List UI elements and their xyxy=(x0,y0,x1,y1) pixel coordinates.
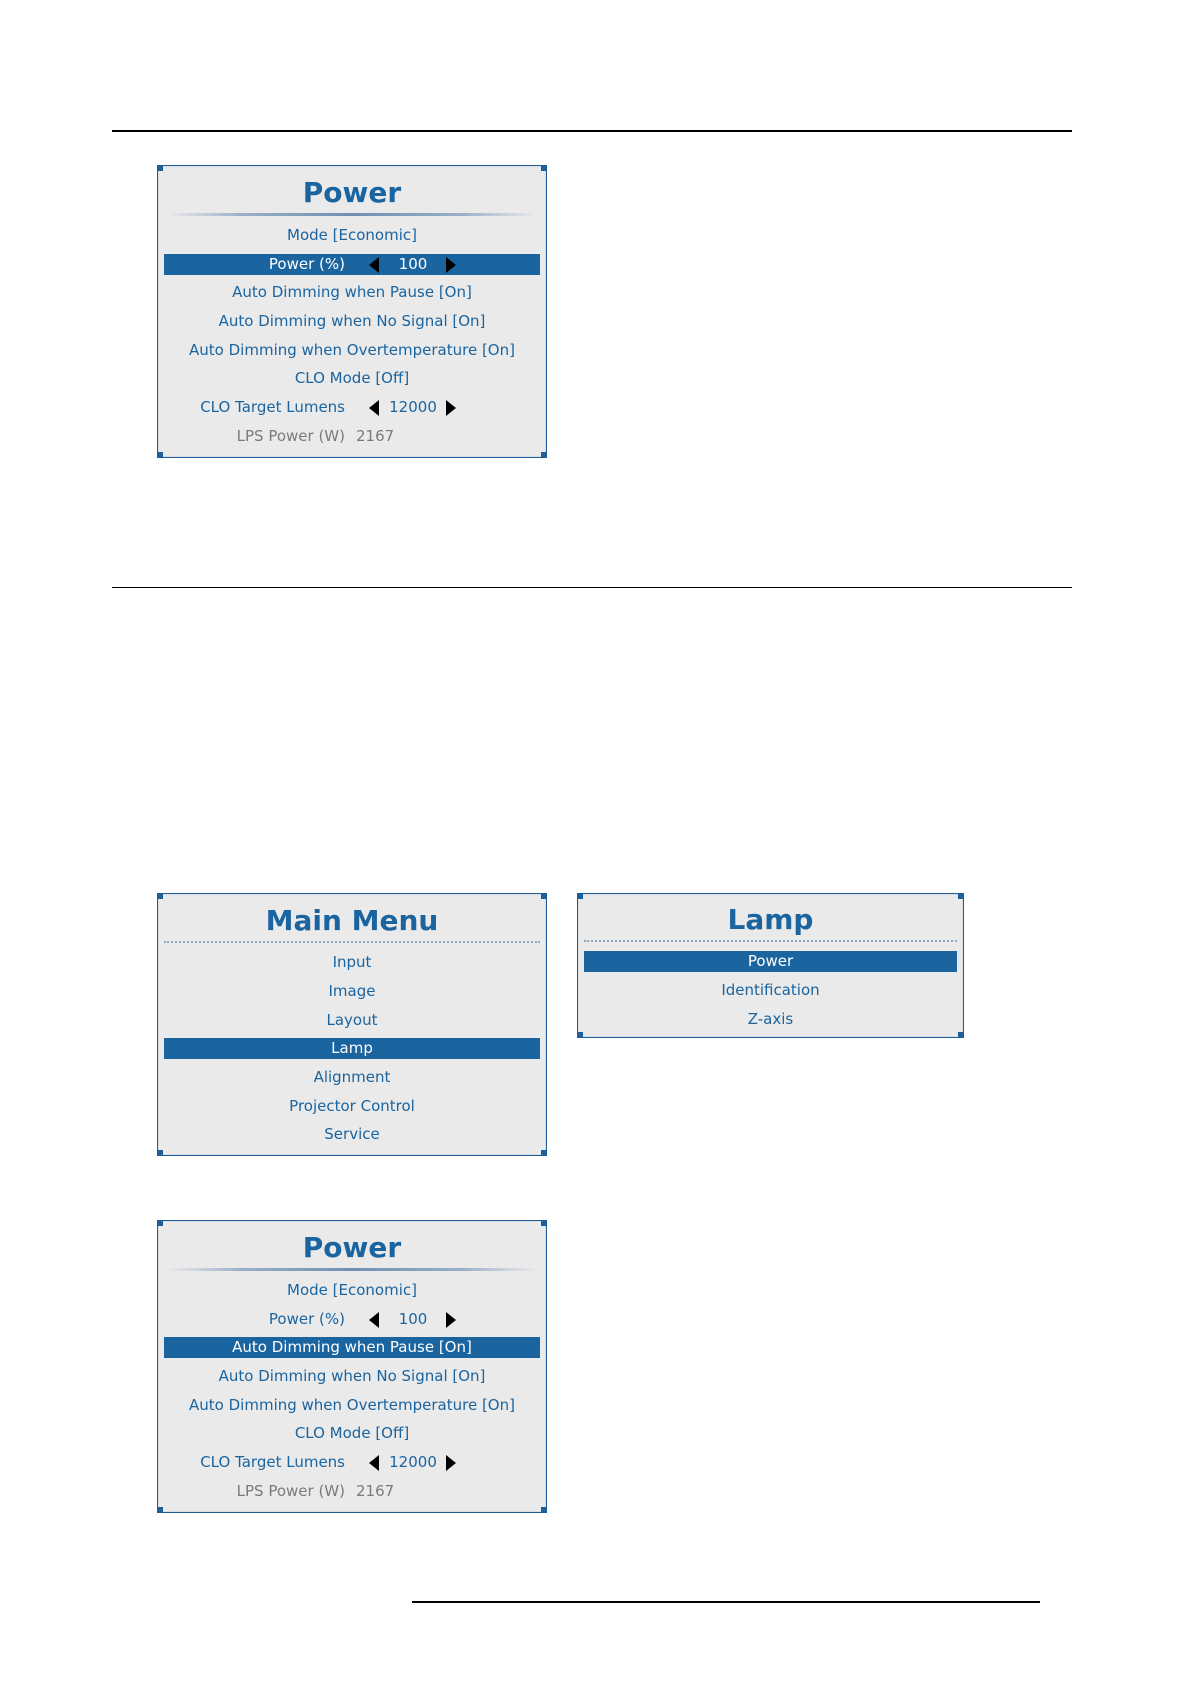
menu-item-mode[interactable]: Mode [Economic] xyxy=(287,1281,417,1299)
decrease-arrow-icon[interactable] xyxy=(369,1455,379,1471)
decrease-arrow-icon[interactable] xyxy=(369,400,379,416)
menu-item-dimming-no-signal[interactable]: Auto Dimming when No Signal [On] xyxy=(218,312,486,330)
menu-item-power-percent[interactable] xyxy=(164,254,540,275)
menu-item-clo-mode[interactable]: CLO Mode [Off] xyxy=(294,369,410,387)
menu-item-lps-power xyxy=(164,426,540,447)
increase-arrow-icon[interactable] xyxy=(446,257,456,273)
menu-item-lps-power xyxy=(164,1481,540,1502)
decrease-arrow-icon[interactable] xyxy=(369,1312,379,1328)
lamp-menu-item-identification[interactable]: Identification xyxy=(721,981,820,999)
increase-arrow-icon[interactable] xyxy=(446,1312,456,1328)
lamp-menu-item-power[interactable]: Power xyxy=(584,951,957,972)
main-menu-item-image[interactable]: Image xyxy=(328,982,376,1000)
menu-item-dimming-pause[interactable]: Auto Dimming when Pause [On] xyxy=(232,283,472,301)
increase-arrow-icon[interactable] xyxy=(446,1455,456,1471)
main-menu-item-lamp[interactable]: Lamp xyxy=(164,1038,540,1059)
title-separator xyxy=(168,1268,536,1271)
menu-item-clo-target-lumens[interactable] xyxy=(164,397,540,418)
power-menu-panel xyxy=(157,1220,547,1513)
lps-power-label: LPS Power (W) xyxy=(236,427,345,445)
title-separator xyxy=(168,213,536,216)
clo-target-lumens-label: CLO Target Lumens xyxy=(200,398,345,416)
main-menu-item-service[interactable]: Service xyxy=(324,1125,380,1143)
main-menu-panel xyxy=(157,893,547,1156)
increase-arrow-icon[interactable] xyxy=(446,400,456,416)
menu-item-dimming-pause[interactable]: Auto Dimming when Pause [On] xyxy=(164,1337,540,1358)
section-rule xyxy=(112,587,1072,588)
title-separator xyxy=(164,941,540,943)
clo-target-lumens-value: 12000 xyxy=(389,398,437,416)
clo-target-lumens-value: 12000 xyxy=(389,1453,437,1471)
menu-item-dimming-no-signal[interactable]: Auto Dimming when No Signal [On] xyxy=(218,1367,486,1385)
power-menu-title: Power xyxy=(302,1231,402,1264)
power-menu-panel xyxy=(157,165,547,458)
title-separator xyxy=(584,940,957,942)
menu-item-clo-mode[interactable]: CLO Mode [Off] xyxy=(294,1424,410,1442)
lps-power-label: LPS Power (W) xyxy=(236,1482,345,1500)
power-percent-label: Power (%) xyxy=(268,255,345,273)
power-percent-value: 100 xyxy=(398,255,428,273)
top-rule xyxy=(112,130,1072,132)
main-menu-item-alignment[interactable]: Alignment xyxy=(313,1068,391,1086)
power-percent-label: Power (%) xyxy=(268,1310,345,1328)
main-menu-item-layout[interactable]: Layout xyxy=(326,1011,378,1029)
lamp-menu-item-z-axis[interactable]: Z-axis xyxy=(747,1010,794,1028)
menu-item-clo-target-lumens[interactable] xyxy=(164,1452,540,1473)
lamp-menu-panel xyxy=(577,893,964,1038)
power-menu-title: Power xyxy=(302,176,402,209)
main-menu-item-input[interactable]: Input xyxy=(332,953,372,971)
main-menu-item-projector-control[interactable]: Projector Control xyxy=(289,1097,415,1115)
decrease-arrow-icon[interactable] xyxy=(369,257,379,273)
lamp-menu-title: Lamp xyxy=(727,903,814,936)
menu-item-dimming-overtemperature[interactable]: Auto Dimming when Overtemperature [On] xyxy=(189,341,515,359)
clo-target-lumens-label: CLO Target Lumens xyxy=(200,1453,345,1471)
menu-item-dimming-overtemperature[interactable]: Auto Dimming when Overtemperature [On] xyxy=(189,1396,515,1414)
power-percent-value: 100 xyxy=(398,1310,428,1328)
menu-item-mode[interactable]: Mode [Economic] xyxy=(287,226,417,244)
footer-rule xyxy=(412,1601,1040,1603)
lps-power-value: 2167 xyxy=(356,1482,395,1500)
main-menu-title: Main Menu xyxy=(265,904,439,937)
menu-item-power-percent[interactable] xyxy=(164,1309,540,1330)
lps-power-value: 2167 xyxy=(356,427,395,445)
